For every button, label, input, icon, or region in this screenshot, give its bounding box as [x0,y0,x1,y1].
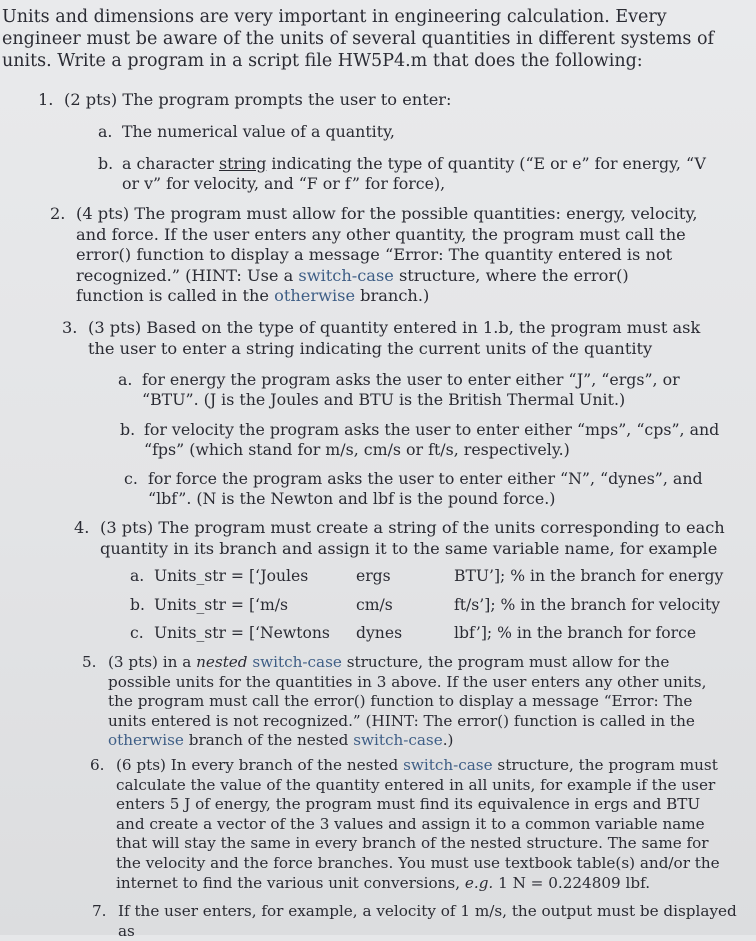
code-keyword: switch-case [252,653,342,671]
item-text: (2 pts) The program prompts the user to enter: [64,90,452,109]
units-str-col3: BTU’]; % in the branch for energy [454,567,724,585]
item-text-cont: structure, where the error() function is called in the [76,265,629,305]
sub-text: for energy the program asks the user to enter either “J”, “ergs”, or “BTU”. (J is the Joules and BTU is the British Thermal Unit.) [142,370,680,409]
item-text: (4 pts) The program must allow for the possible quantities: energy, velocity, and force. If the user enters any other quantity, the program must call the error() function to display a message “Error: The quantity entered is not recognized.” (HINT: Use a [76,204,698,285]
sub-label: a. [98,122,113,141]
item-3 [62,318,722,359]
sub-label: b. [98,154,114,173]
item-1a [98,122,728,142]
item-text: (3 pts) in a [108,653,197,671]
row-label: c. [130,624,144,642]
units-str-col1: Units_str = [‘m/s [154,596,289,614]
item-text-end: .) [442,731,454,750]
item-text-end: branch.) [355,286,430,305]
item-2 [50,204,700,307]
item-text-cont: structure, the program must calculate the value of the quantity entered in all units, for example if the user enters 5 J of energy, the program must find its equivalence in ergs and BTU and create a vector of the 3 values and assign it to a common variable name that will stay the same in every branch of the nested structure. The same for the velocity and the force branches. You must use textbook table(s) and/or the internet to find the various unit conversions, [116,756,720,892]
row-label: b. [130,596,145,614]
intro-paragraph: Units and dimensions are very important in engineering calculation. Every engineer must be aware of the units of several quantities in different systems of units. Write a program in a script file HW5P4.m that does the following: [2,7,714,71]
code-keyword: otherwise [274,286,356,305]
item-number: 2. [50,204,66,223]
item-1b [98,154,718,194]
item-number: 1. [38,90,54,109]
item-3c [124,469,724,509]
row-label: a. [130,567,145,585]
sub-text: The numerical value of a quantity, [122,122,395,141]
item-number: 5. [82,653,97,671]
item-text: (6 pts) In every branch of the nested [116,756,404,774]
item-text-cont: structure, the program must allow for the possible units for the quantities in 3 above. If the user enters any other units, the program must call the error() function to display a message “Error: The units entered is not recognized.” (HINT: The error() function is called in the [108,653,707,730]
units-str-col1: Units_str = [‘Joules [154,567,309,585]
item-3a [118,370,718,410]
italic-word: nested [196,653,248,671]
units-str-col3: ft/s’]; % in the branch for velocity [454,596,721,614]
sub-text: a character [122,154,219,173]
item-number: 4. [74,518,90,537]
sub-text: for force the program asks the user to enter either “N”, “dynes”, and “lbf”. (N is the Newton and lbf is the pound force.) [148,469,703,508]
sub-text-cont: indicating the type of quantity (“E or e” for energy, “V or v” for velocity, and “F or f” for force), [122,154,706,193]
item-number: 6. [90,756,105,774]
units-str-col3: lbf’]; % in the branch for force [454,624,697,642]
item-text-end: 1 N = 0.224809 lbf. [493,873,651,892]
italic-eg: e.g. [464,873,494,892]
units-str-col1: Units_str = [‘Newtons [154,624,330,642]
units-str-col2: ergs [356,567,391,585]
item-5 [82,653,732,751]
item-3b [120,420,720,460]
item-text: (3 pts) Based on the type of quantity entered in 1.b, the program must ask the user to enter a string indicating the current units of the quantity [88,318,701,358]
code-keyword: otherwise [108,731,184,750]
sub-label: a. [118,370,133,389]
item-7 [92,902,742,941]
item-text: (3 pts) The program must create a string of the units corresponding to each quantity in its branch and assign it to the same variable name, for example [100,518,725,558]
code-keyword: switch-case [353,731,443,750]
underlined-word: string [218,154,267,173]
item-number: 3. [62,318,78,337]
item-1 [38,90,738,111]
item-4 [74,518,754,559]
code-keyword: switch-case [298,265,394,285]
sub-label: c. [124,469,138,488]
units-str-col2: cm/s [356,596,393,614]
item-number: 7. [92,902,107,920]
code-keyword: switch-case [403,756,493,774]
item-text-cont2: branch of the nested [183,731,354,750]
units-str-col2: dynes [356,624,403,642]
sub-label: b. [120,420,136,439]
item-6 [90,756,730,893]
item-text: If the user enters, for example, a velocity of 1 m/s, the output must be displayed as [118,902,737,940]
sub-text: for velocity the program asks the user to enter either “mps”, “cps”, and “fps” (which stand for m/s, cm/s or ft/s, respectively.) [144,420,720,459]
